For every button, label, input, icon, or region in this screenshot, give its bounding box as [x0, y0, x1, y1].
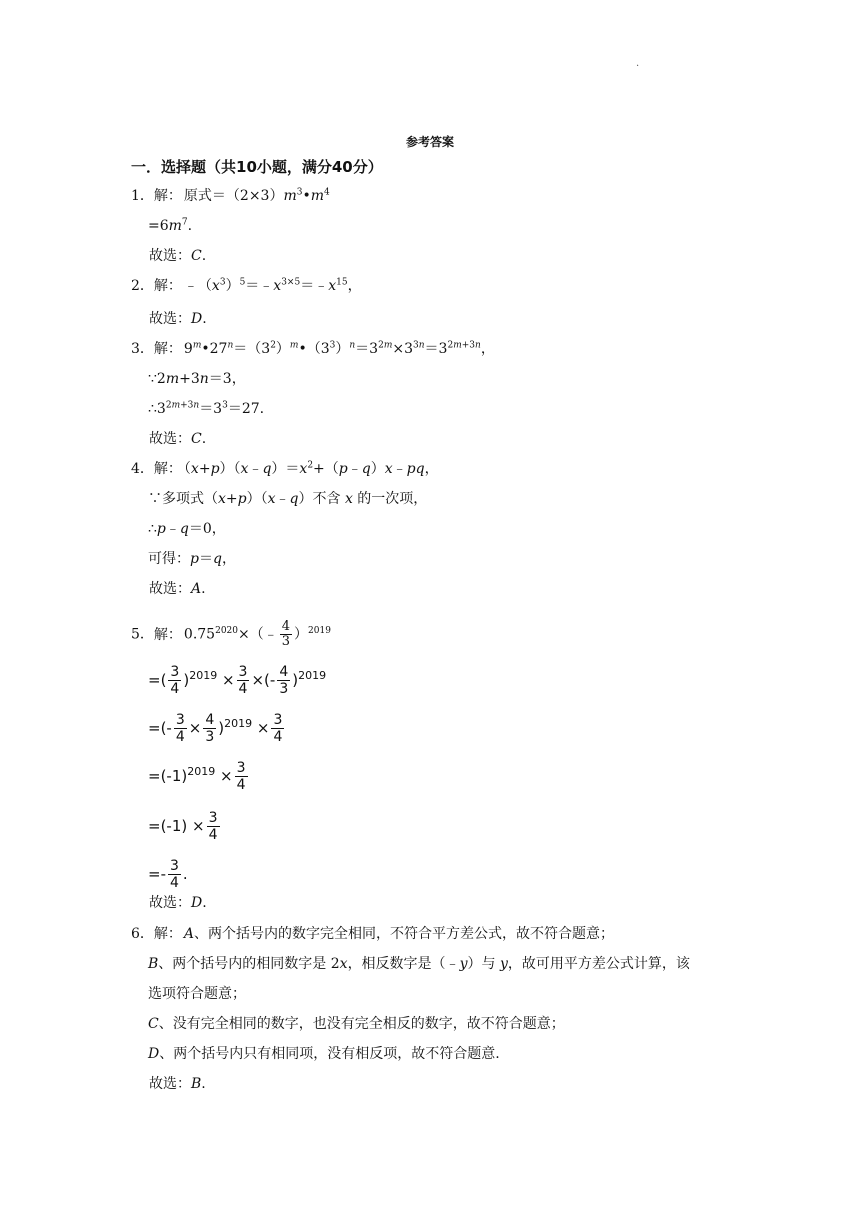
q4-line2: ∵多项式（x+p）（x﹣q）不含 x 的一次项，: [148, 491, 428, 507]
q4-answer: 故选：A.: [149, 581, 206, 597]
q3-line1: 3．解： $9^m•27^n=(3^2)^m•(3^3)^n=3^{2m}\times 3^{3n}=3^{2m+3n}$，: [131, 340, 495, 357]
q6-line2: B、两个括号内的相同数字是 2x，相反数字是（﹣y）与 y，故可用平方差公式计算，该: [148, 956, 690, 972]
q1-line1: 1．解： 原式$=(2\times 3)m^3•m^4$: [131, 187, 330, 204]
q2-line1: 2．解： $﹣(x^3)^5=﹣x^{3\times 5}=﹣x^{15}$，: [131, 277, 362, 294]
q5-line3: =(- $\frac{3}{4}$ × $\frac{4}{3}$ )$^{2019}$ × $\frac{3}{4}$: [148, 712, 283, 745]
q3-line3: $\therefore 3^{2m+3n}=3^3=27$.: [148, 400, 265, 417]
q5-line5: =(-1) × $\frac{3}{4}$: [148, 810, 218, 843]
q6-line3: 选项符合题意；: [148, 986, 246, 1002]
q5-line4: $=(-1)^{2019}$ × $\frac{3}{4}$: [148, 760, 246, 793]
q5-line1: 5．解： $0.75^{2020}\times(﹣$ $\frac{4}{3}$ ）$^{2019}$: [131, 619, 331, 649]
q4-line3: ∴p﹣q＝0，: [148, 521, 226, 537]
q6-line1: 6．解： A、两个括号内的数字完全相同，不符合平方差公式，故不符合题意；: [131, 926, 615, 942]
q5-line2: =( $\frac{3}{4}$ )$^{2019}$ × $\frac{3}{4}$ ×(- $\frac{4}{3}$ )$^{2019}$: [148, 664, 327, 697]
q1-answer: 故选：C.: [149, 248, 207, 264]
q2-answer: 故选：D.: [149, 311, 207, 327]
header-dot: .: [636, 58, 640, 69]
q3-line2: ∵2m+3n＝3，: [148, 371, 246, 387]
q6-line5: D、两个括号内只有相同项，没有相反项，故不符合题意.: [148, 1046, 500, 1062]
q6-line4: C、没有完全相同的数字，也没有完全相反的数字，故不符合题意；: [148, 1016, 565, 1032]
q4-line4: 可得：p＝q，: [148, 551, 236, 567]
section-heading: 一．选择题（共10小题，满分40分）: [131, 158, 383, 176]
q4-line1: 4．解： $(x+p)(x﹣q)=x^2+(p﹣q)x﹣pq$，: [131, 460, 439, 477]
q3-answer: 故选：C.: [149, 431, 207, 447]
q1-line2: $=6m^7$.: [148, 217, 193, 234]
q5-line6: =- $\frac{3}{4}$ .: [148, 858, 188, 891]
page-title: 参考答案: [405, 135, 454, 149]
q5-answer: 故选：D.: [149, 895, 207, 911]
q6-answer: 故选：B.: [149, 1076, 206, 1092]
